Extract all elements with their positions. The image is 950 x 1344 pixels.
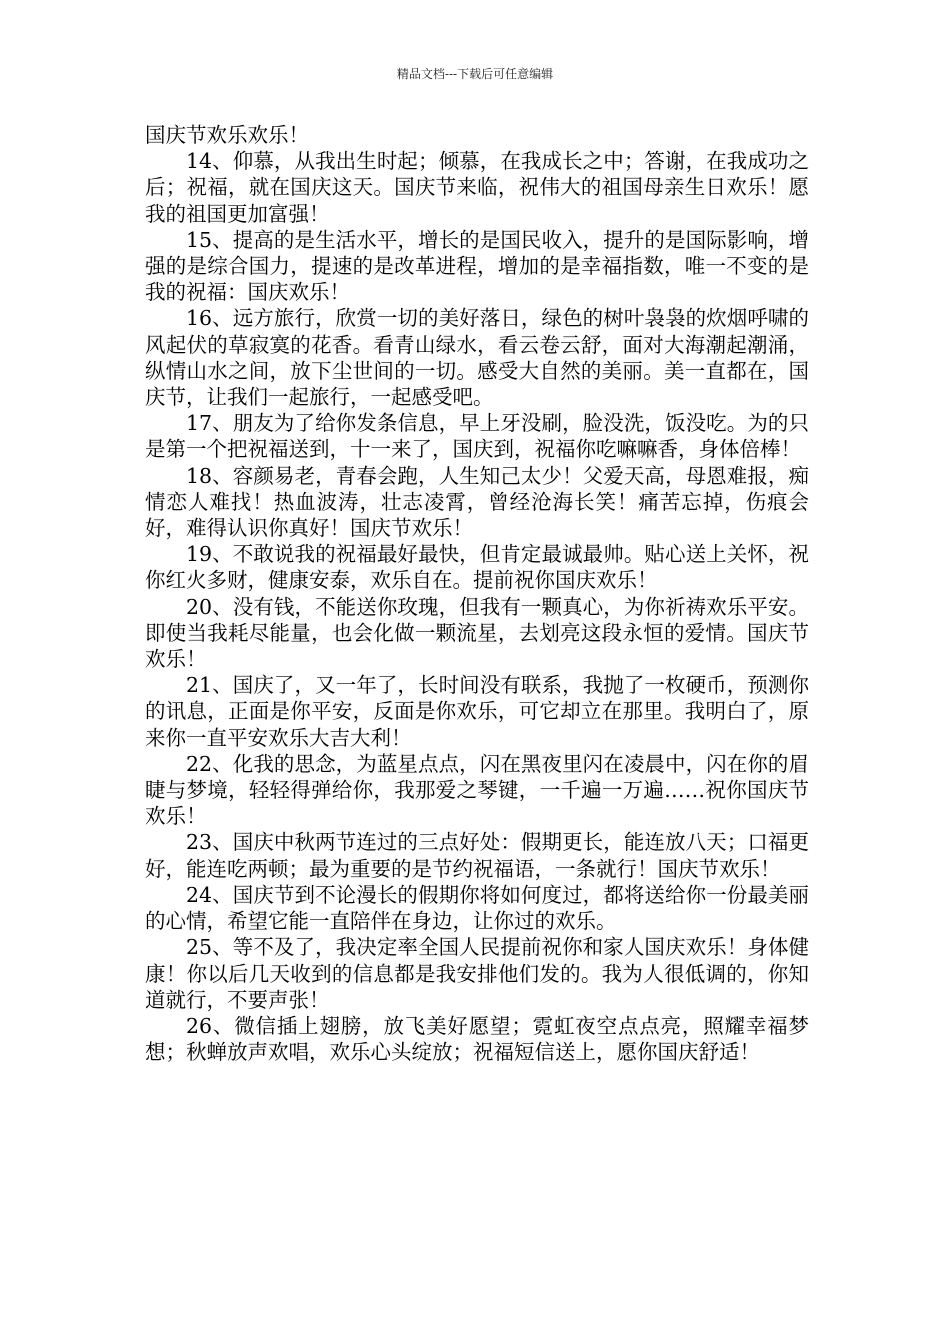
paragraph-18: 18、容颜易老，青春会跑，人生知己太少！父爱天高，母恩难报，痴情恋人难找！热血波涛，壮志凌霄，曾经沧海长笑！痛苦忘掉，伤痕会好，难得认识你真好！国庆节欢乐！ xyxy=(145,463,809,541)
paragraph-23: 23、国庆中秋两节连过的三点好处：假期更长，能连放八天；口福更好，能连吃两顿；最为重要的是节约祝福语，一条就行！国庆节欢乐！ xyxy=(145,830,809,881)
paragraph-26: 26、微信插上翅膀，放飞美好愿望；霓虹夜空点点亮，照耀幸福梦想；秋蝉放声欢唱，欢乐心头绽放；祝福短信送上，愿你国庆舒适！ xyxy=(145,1013,809,1065)
paragraph-20: 20、没有钱，不能送你玫瑰，但我有一颗真心，为你祈祷欢乐平安。即使当我耗尽能量，也会化做一颗流星，去划亮这段永恒的爱情。国庆节欢乐！ xyxy=(145,594,809,672)
paragraph-21: 21、国庆了，又一年了，长时间没有联系，我抛了一枚硬币，预测你的讯息，正面是你平安，反面是你欢乐，可它却立在那里。我明白了，原来你一直平安欢乐大吉大利！ xyxy=(145,673,809,750)
paragraph-15: 15、提高的是生活水平，增长的是国民收入，提升的是国际影响，增强的是综合国力，提速的是改革进程，增加的是幸福指数，唯一不变的是我的祝福：国庆欢乐！ xyxy=(145,227,809,305)
paragraph-continuation: 国庆节欢乐欢乐！ xyxy=(145,123,309,147)
paragraph-16: 16、远方旅行，欣赏一切的美好落日，绿色的树叶袅袅的炊烟呼啸的风起伏的草寂寞的花香。看青山绿水，看云卷云舒，面对大海潮起潮涌，纵情山水之间，放下尘世间的一切。感受大自然的美丽。美一直都在，国庆节，让我们一起旅行，一起感受吧。 xyxy=(145,306,809,410)
paragraph-17: 17、朋友为了给你发条信息，早上牙没刷，脸没洗，饭没吃。为的只是第一个把祝福送到，十一来了，国庆到，祝福你吃嘛嘛香，身体倍棒！ xyxy=(145,411,809,462)
page-header: 精品文档---下载后可任意编辑 xyxy=(396,67,554,81)
document-body xyxy=(145,122,809,1065)
paragraph-22: 22、化我的思念，为蓝星点点，闪在黑夜里闪在凌晨中，闪在你的眉睫与梦境，轻轻得弹给你，我那爱之琴键，一千遍一万遍……祝你国庆节欢乐！ xyxy=(145,751,809,829)
paragraph-25: 25、等不及了，我决定率全国人民提前祝你和家人国庆欢乐！身体健康！你以后几天收到的信息都是我安排他们发的。我为人很低调的，你知道就行，不要声张！ xyxy=(145,935,809,1012)
paragraph-14: 14、仰慕，从我出生时起；倾慕，在我成长之中；答谢，在我成功之后；祝福，就在国庆这天。国庆节来临，祝伟大的祖国母亲生日欢乐！愿我的祖国更加富强！ xyxy=(145,149,809,226)
paragraph-24: 24、国庆节到不论漫长的假期你将如何度过，都将送给你一份最美丽的心情，希望它能一直陪伴在身边，让你过的欢乐。 xyxy=(145,882,809,934)
paragraph-19: 19、不敢说我的祝福最好最快，但肯定最诚最帅。贴心送上关怀，祝你红火多财，健康安泰，欢乐自在。提前祝你国庆欢乐！ xyxy=(145,542,809,593)
